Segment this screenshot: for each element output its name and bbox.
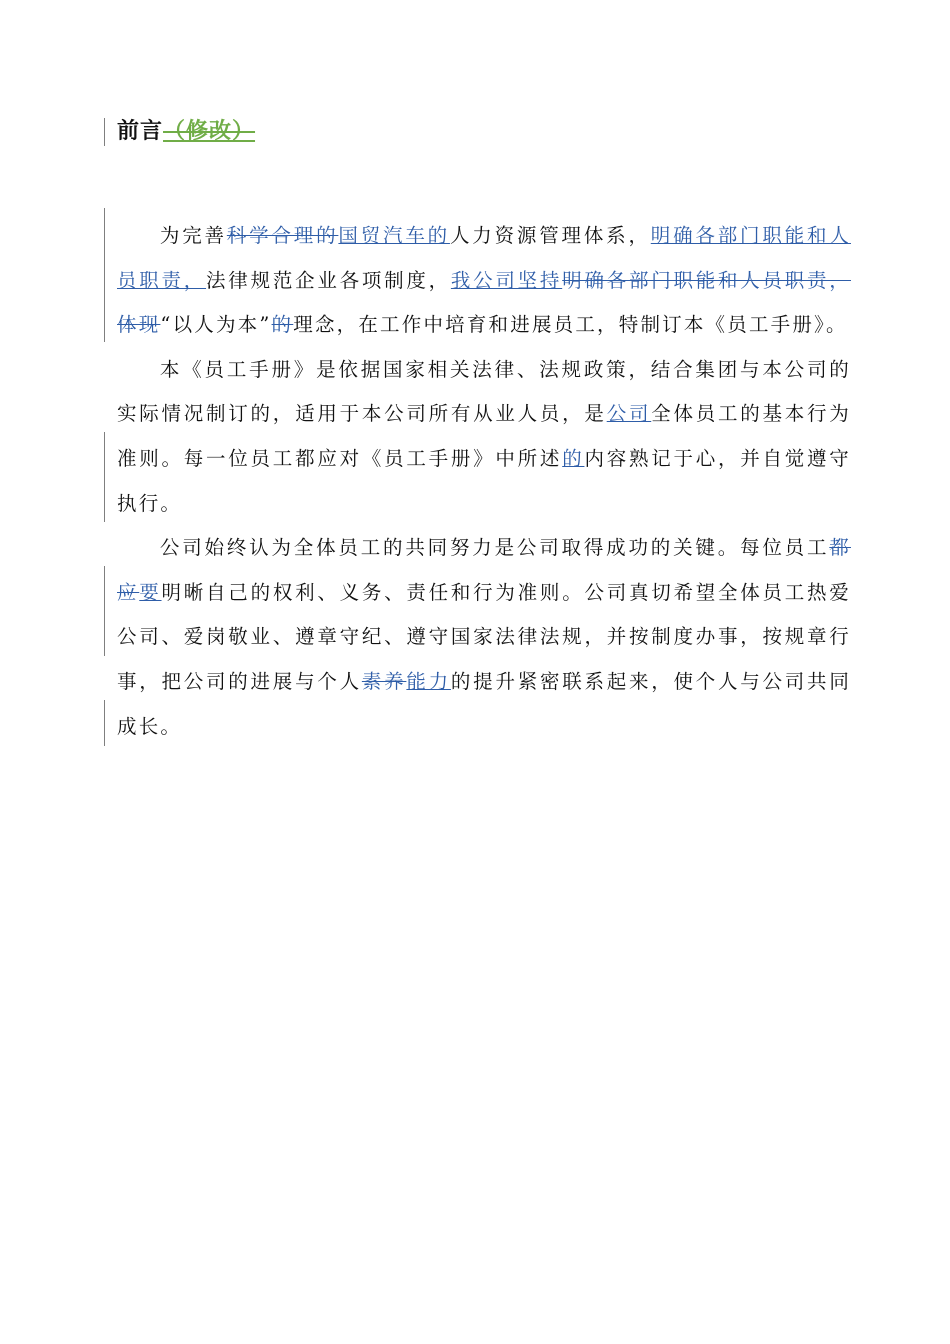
body-text: 公司始终认为全体员工的共同努力是公司取得成功的关键。每位员工 bbox=[159, 536, 830, 560]
change-bar bbox=[104, 118, 105, 146]
body-text: 本《员工手册》是依据国家相关法律、法规政策，结合集团与本公司的实际情况制订的，适用于本公司所有从业人员，是 bbox=[117, 357, 851, 426]
paragraph-1 bbox=[117, 214, 851, 348]
body-text: 的提升紧密联系起来，使个人与公司共同成长。 bbox=[117, 669, 852, 738]
document-body bbox=[117, 214, 851, 749]
change-bar bbox=[104, 566, 105, 656]
inserted-text: 要 bbox=[139, 580, 162, 604]
inserted-text: 我公司坚持 bbox=[450, 268, 563, 292]
body-text: 为完善 bbox=[159, 224, 227, 247]
body-text: 法律规范企业各项制度， bbox=[206, 268, 451, 292]
inserted-text: 能力 bbox=[406, 669, 451, 693]
title-deleted-revision: （修改） bbox=[163, 119, 256, 144]
change-bar bbox=[104, 208, 105, 342]
body-text: 内容熟记于心，并自觉遵守执行。 bbox=[117, 446, 851, 515]
deleted-text: 素养 bbox=[361, 669, 407, 693]
deleted-text: 明确各部门职能和人员职责，体现 bbox=[117, 268, 851, 337]
change-bar bbox=[104, 432, 105, 522]
paragraph-3 bbox=[117, 526, 851, 749]
body-text: “以人为本” bbox=[160, 313, 272, 337]
change-bar bbox=[104, 700, 105, 746]
title-text: 前言 bbox=[117, 119, 164, 144]
inserted-text: 国贸汽车的 bbox=[338, 224, 450, 247]
inserted-text: 的 bbox=[562, 446, 585, 470]
inserted-text: 公司 bbox=[606, 402, 652, 426]
body-text: 全体员工的基本行为准则。每一位员工都应对《员工手册》中所述 bbox=[117, 402, 852, 470]
deleted-text: 科学合理的 bbox=[226, 224, 339, 247]
body-text: 理念，在工作中培育和进展员工，特制订本《员工手册》。 bbox=[293, 313, 848, 337]
deleted-text: 都应 bbox=[117, 536, 851, 604]
paragraph-2 bbox=[117, 348, 851, 526]
body-text: 人力资源管理体系， bbox=[449, 224, 651, 247]
body-text: 明晰自己的权利、义务、责任和行为准则。公司真切希望全体员工热爱公司、爱岗敬业、遵章守纪、遵守国家法律法规，并按制度办事，按规章行事，把公司的进展与个人 bbox=[117, 580, 852, 693]
page-title bbox=[117, 116, 255, 148]
deleted-text: 的 bbox=[271, 313, 294, 337]
inserted-text: 明确各部门职能和人员职责， bbox=[117, 224, 851, 292]
